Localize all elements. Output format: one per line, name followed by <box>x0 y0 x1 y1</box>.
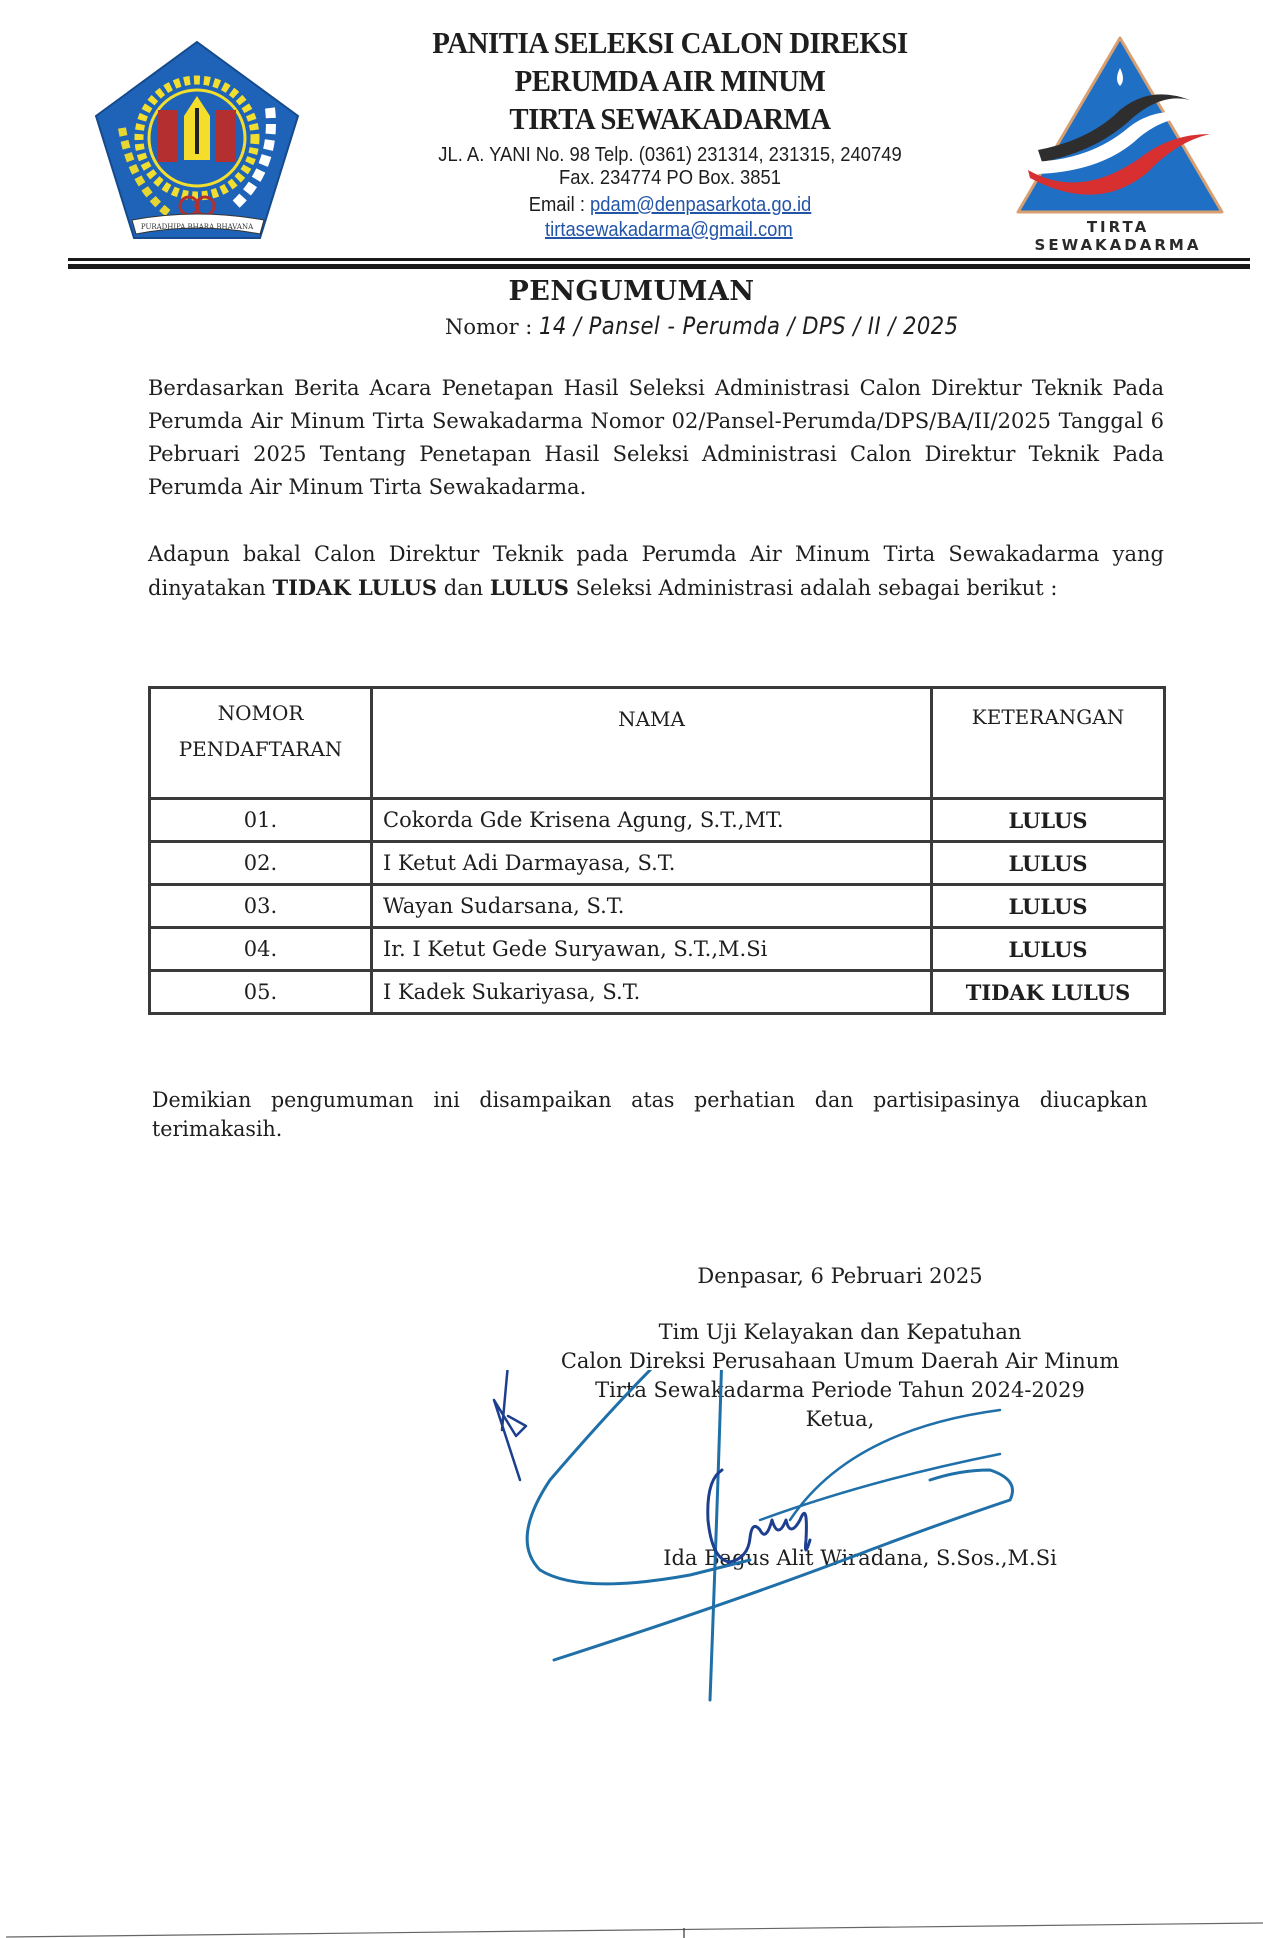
document-number-value: 14 / Pansel - Perumda / DPS / II / 2025 <box>539 312 959 340</box>
table-row <box>150 799 1165 842</box>
letterhead-title-line-3: TIRTA SEWAKADARMA <box>509 101 831 136</box>
row-status: LULUS <box>932 928 1165 971</box>
paragraph-result-intro <box>148 538 1164 605</box>
emblem-motto: PURADHIPA BHARA BHAVANA <box>140 223 254 231</box>
letterhead-address: JL. A. YANI No. 98 Telp. (0361) 231314, 231315, 240749 <box>438 144 902 166</box>
paragraph-result-text-1: Adapun bakal Calon Direktur Teknik pada Perumda Air Minum Tirta Sewakadarma yang dinyatakan <box>148 542 1164 600</box>
row-number: 05. <box>150 971 372 1014</box>
page-edge-line <box>0 1920 1263 1938</box>
header-remarks: KETERANGAN <box>932 688 1165 799</box>
tirta-sewakadarma-logo-text: TIRTA SEWAKADARMA <box>1034 218 1202 254</box>
paragraph-result-bold-tidak-lulus: TIDAK LULUS <box>272 575 438 600</box>
table-row <box>150 928 1165 971</box>
email-label: Email : <box>528 194 585 216</box>
denpasar-city-emblem-icon <box>92 38 302 243</box>
row-status: LULUS <box>932 842 1165 885</box>
row-number: 02. <box>150 842 372 885</box>
table-row <box>150 842 1165 885</box>
row-name: Wayan Sudarsana, S.T. <box>372 885 932 928</box>
letterhead-divider-thin <box>68 258 1250 261</box>
row-name: I Ketut Adi Darmayasa, S.T. <box>372 842 932 885</box>
letterhead-email-line <box>330 193 1011 217</box>
row-number: 01. <box>150 799 372 842</box>
header-registration-number <box>150 688 372 799</box>
letterhead-title-line-2: PERUMDA AIR MINUM <box>514 63 826 98</box>
signatory-name: Ida Bagus Alit Wiradana, S.Sos.,M.Si <box>663 1546 1057 1570</box>
row-status: TIDAK LULUS <box>932 971 1165 1014</box>
row-name: Ir. I Ketut Gede Suryawan, S.T.,M.Si <box>372 928 932 971</box>
letterhead-divider-thick <box>68 264 1250 269</box>
table-header-row <box>150 688 1165 799</box>
signatory-org-line-1: Tim Uji Kelayakan dan Kepatuhan <box>658 1320 1022 1344</box>
header-registration-number-line-2: PENDAFTARAN <box>178 737 343 761</box>
table-row <box>150 885 1165 928</box>
email-link-gmail[interactable]: tirtasewakadarma@gmail.com <box>545 219 793 241</box>
header-registration-number-line-1: NOMOR <box>217 701 304 725</box>
row-number: 03. <box>150 885 372 928</box>
signatory-org-line-3: Tirta Sewakadarma Periode Tahun 2024-2029 <box>595 1378 1085 1402</box>
letterhead-fax: Fax. 234774 PO Box. 3851 <box>559 167 781 189</box>
document-number <box>445 312 1016 340</box>
letterhead-title-line-1: PANITIA SELEKSI CALON DIREKSI <box>432 25 908 60</box>
paragraph-result-text-2: dan <box>443 576 484 600</box>
document-title: PENGUMUMAN <box>508 276 755 307</box>
row-name: Cokorda Gde Krisena Agung, S.T.,MT. <box>372 799 932 842</box>
row-name: I Kadek Sukariyasa, S.T. <box>372 971 932 1014</box>
paragraph-basis: Berdasarkan Berita Acara Penetapan Hasil Seleksi Administrasi Calon Direktur Teknik Pada Perumda Air Minum Tirta Sewakadarma Nomor 02/Pansel-Perumda/DPS/BA/II/2025 Tanggal 6 Pebruari 2025 Tentang Penetapan Hasil Seleksi Administrasi Calon Direktur Teknik Pada Perumda Air Minum Tirta Sewakadarma. <box>148 376 1164 499</box>
header-name: NAMA <box>372 688 932 799</box>
paragraph-result-text-3: Seleksi Administrasi adalah sebagai berikut : <box>575 576 1058 600</box>
row-status: LULUS <box>932 799 1165 842</box>
signatory-organization <box>500 1318 1180 1434</box>
place-and-date: Denpasar, 6 Pebruari 2025 <box>697 1264 983 1288</box>
email-link-pdam[interactable]: pdam@denpasarkota.go.id <box>590 194 812 216</box>
table-row <box>150 971 1165 1014</box>
paragraph-result-bold-lulus: LULUS <box>489 575 569 600</box>
closing-paragraph: Demikian pengumuman ini disampaikan atas perhatian dan partisipasinya diucapkan terimakasih. <box>152 1088 1148 1141</box>
tirta-sewakadarma-logo-icon <box>1010 30 1230 245</box>
signatory-role: Ketua, <box>805 1407 875 1431</box>
row-status: LULUS <box>932 885 1165 928</box>
signatory-org-line-2: Calon Direksi Perusahaan Umum Daerah Air Minum <box>560 1349 1120 1373</box>
results-table <box>148 686 1166 1015</box>
document-number-label: Nomor : <box>445 315 533 339</box>
row-number: 04. <box>150 928 372 971</box>
